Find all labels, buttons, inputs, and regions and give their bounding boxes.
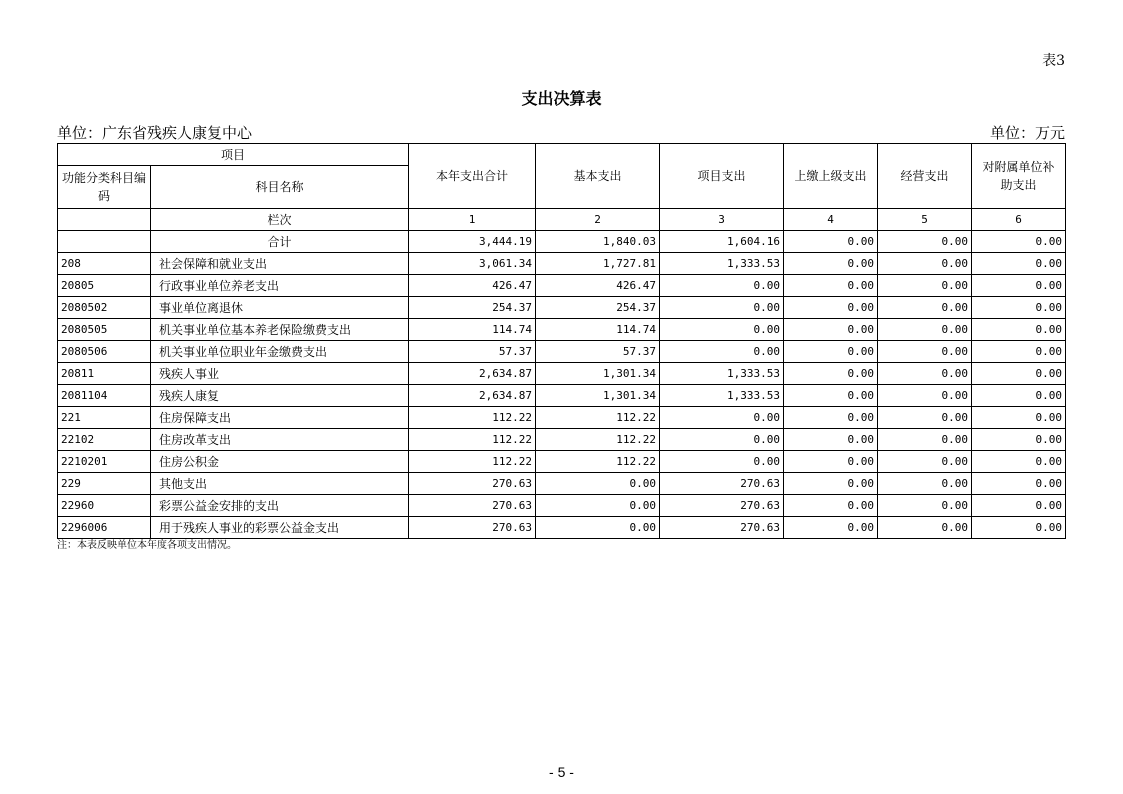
row-value: 0.00 bbox=[972, 253, 1066, 275]
total-value: 1,840.03 bbox=[536, 231, 660, 253]
row-value: 0.00 bbox=[784, 297, 878, 319]
row-name: 彩票公益金安排的支出 bbox=[151, 495, 409, 517]
row-code: 2081104 bbox=[58, 385, 151, 407]
row-value: 2,634.87 bbox=[409, 363, 536, 385]
row-value: 0.00 bbox=[660, 407, 784, 429]
row-value: 112.22 bbox=[409, 407, 536, 429]
row-value: 114.74 bbox=[536, 319, 660, 341]
table-row bbox=[58, 495, 1066, 517]
total-value: 3,444.19 bbox=[409, 231, 536, 253]
currency-unit: 单位：万元 bbox=[989, 124, 1065, 142]
column-index-row bbox=[58, 209, 1066, 231]
column-index-3: 3 bbox=[660, 209, 784, 231]
row-value: 1,333.53 bbox=[660, 253, 784, 275]
total-value: 0.00 bbox=[784, 231, 878, 253]
row-value: 426.47 bbox=[409, 275, 536, 297]
row-value: 270.63 bbox=[660, 473, 784, 495]
row-value: 0.00 bbox=[878, 385, 972, 407]
row-value: 0.00 bbox=[536, 517, 660, 539]
row-name: 残疾人事业 bbox=[151, 363, 409, 385]
row-value: 1,333.53 bbox=[660, 363, 784, 385]
row-value: 0.00 bbox=[784, 451, 878, 473]
row-value: 112.22 bbox=[536, 407, 660, 429]
row-value: 0.00 bbox=[878, 297, 972, 319]
row-value: 0.00 bbox=[784, 319, 878, 341]
row-value: 0.00 bbox=[972, 275, 1066, 297]
row-value: 0.00 bbox=[972, 319, 1066, 341]
row-value: 0.00 bbox=[784, 253, 878, 275]
column-index-2: 2 bbox=[536, 209, 660, 231]
row-value: 1,301.34 bbox=[536, 385, 660, 407]
row-value: 57.37 bbox=[536, 341, 660, 363]
row-value: 2,634.87 bbox=[409, 385, 536, 407]
row-value: 3,061.34 bbox=[409, 253, 536, 275]
total-blank bbox=[58, 231, 151, 253]
row-name: 机关事业单位职业年金缴费支出 bbox=[151, 341, 409, 363]
column-index-1: 1 bbox=[409, 209, 536, 231]
row-value: 0.00 bbox=[972, 473, 1066, 495]
table-number: 表3 bbox=[1042, 53, 1065, 69]
row-value: 0.00 bbox=[660, 341, 784, 363]
header-code: 功能分类科目编码 bbox=[58, 166, 151, 209]
row-value: 254.37 bbox=[409, 297, 536, 319]
row-code: 20811 bbox=[58, 363, 151, 385]
row-value: 57.37 bbox=[409, 341, 536, 363]
header-subsidy: 对附属单位补助支出 bbox=[972, 144, 1066, 209]
row-value: 0.00 bbox=[784, 473, 878, 495]
row-value: 0.00 bbox=[972, 385, 1066, 407]
row-value: 0.00 bbox=[878, 517, 972, 539]
header-upper: 上缴上级支出 bbox=[784, 144, 878, 209]
header-project-expenditure: 项目支出 bbox=[660, 144, 784, 209]
row-value: 270.63 bbox=[409, 517, 536, 539]
row-value: 0.00 bbox=[784, 495, 878, 517]
row-value: 270.63 bbox=[409, 473, 536, 495]
row-code: 2080506 bbox=[58, 341, 151, 363]
row-value: 0.00 bbox=[878, 473, 972, 495]
row-value: 0.00 bbox=[972, 495, 1066, 517]
row-value: 0.00 bbox=[536, 473, 660, 495]
row-value: 0.00 bbox=[972, 451, 1066, 473]
row-value: 0.00 bbox=[784, 363, 878, 385]
row-code: 2080505 bbox=[58, 319, 151, 341]
row-value: 0.00 bbox=[972, 429, 1066, 451]
table-row bbox=[58, 341, 1066, 363]
total-row bbox=[58, 231, 1066, 253]
row-value: 112.22 bbox=[536, 429, 660, 451]
header-business: 经营支出 bbox=[878, 144, 972, 209]
row-name: 用于残疾人事业的彩票公益金支出 bbox=[151, 517, 409, 539]
row-value: 112.22 bbox=[409, 451, 536, 473]
row-code: 2080502 bbox=[58, 297, 151, 319]
row-value: 0.00 bbox=[972, 517, 1066, 539]
table-row bbox=[58, 253, 1066, 275]
expenditure-table bbox=[57, 143, 1066, 539]
total-value: 0.00 bbox=[878, 231, 972, 253]
column-index-4: 4 bbox=[784, 209, 878, 231]
row-name: 其他支出 bbox=[151, 473, 409, 495]
row-value: 270.63 bbox=[409, 495, 536, 517]
row-value: 0.00 bbox=[784, 429, 878, 451]
row-code: 2296006 bbox=[58, 517, 151, 539]
table-row bbox=[58, 363, 1066, 385]
table-note: 注：本表反映单位本年度各项支出情况。 bbox=[57, 540, 237, 551]
row-value: 114.74 bbox=[409, 319, 536, 341]
row-code: 2210201 bbox=[58, 451, 151, 473]
page-title: 支出决算表 bbox=[521, 89, 602, 108]
table-row bbox=[58, 319, 1066, 341]
table-row bbox=[58, 407, 1066, 429]
table-row bbox=[58, 429, 1066, 451]
column-index-5: 5 bbox=[878, 209, 972, 231]
row-value: 0.00 bbox=[784, 275, 878, 297]
row-value: 1,301.34 bbox=[536, 363, 660, 385]
row-name: 社会保障和就业支出 bbox=[151, 253, 409, 275]
row-value: 0.00 bbox=[972, 341, 1066, 363]
table-row bbox=[58, 297, 1066, 319]
row-value: 0.00 bbox=[878, 319, 972, 341]
row-value: 0.00 bbox=[660, 275, 784, 297]
row-value: 1,727.81 bbox=[536, 253, 660, 275]
row-value: 0.00 bbox=[878, 363, 972, 385]
table-row bbox=[58, 275, 1066, 297]
column-index-label: 栏次 bbox=[151, 209, 409, 231]
header-name: 科目名称 bbox=[151, 166, 409, 209]
row-name: 住房公积金 bbox=[151, 451, 409, 473]
row-value: 0.00 bbox=[878, 451, 972, 473]
row-value: 112.22 bbox=[536, 451, 660, 473]
row-value: 270.63 bbox=[660, 517, 784, 539]
row-value: 0.00 bbox=[878, 341, 972, 363]
row-value: 1,333.53 bbox=[660, 385, 784, 407]
row-code: 22960 bbox=[58, 495, 151, 517]
total-value: 0.00 bbox=[972, 231, 1066, 253]
total-value: 1,604.16 bbox=[660, 231, 784, 253]
row-code: 22102 bbox=[58, 429, 151, 451]
column-index-6: 6 bbox=[972, 209, 1066, 231]
row-name: 住房保障支出 bbox=[151, 407, 409, 429]
row-value: 0.00 bbox=[878, 253, 972, 275]
row-name: 机关事业单位基本养老保险缴费支出 bbox=[151, 319, 409, 341]
row-name: 住房改革支出 bbox=[151, 429, 409, 451]
row-value: 254.37 bbox=[536, 297, 660, 319]
table-row bbox=[58, 473, 1066, 495]
row-value: 0.00 bbox=[784, 517, 878, 539]
total-label: 合计 bbox=[151, 231, 409, 253]
row-value: 0.00 bbox=[536, 495, 660, 517]
row-name: 行政事业单位养老支出 bbox=[151, 275, 409, 297]
page-number: - 5 - bbox=[549, 764, 574, 780]
row-value: 0.00 bbox=[660, 297, 784, 319]
row-value: 0.00 bbox=[878, 407, 972, 429]
header-project: 项目 bbox=[58, 144, 409, 166]
row-value: 0.00 bbox=[660, 429, 784, 451]
row-value: 0.00 bbox=[784, 407, 878, 429]
column-index-blank bbox=[58, 209, 151, 231]
row-value: 0.00 bbox=[660, 319, 784, 341]
row-name: 事业单位离退休 bbox=[151, 297, 409, 319]
row-value: 0.00 bbox=[972, 297, 1066, 319]
row-value: 426.47 bbox=[536, 275, 660, 297]
row-value: 0.00 bbox=[784, 341, 878, 363]
row-value: 0.00 bbox=[878, 495, 972, 517]
row-value: 0.00 bbox=[972, 363, 1066, 385]
row-value: 0.00 bbox=[660, 451, 784, 473]
row-value: 0.00 bbox=[972, 407, 1066, 429]
table-row bbox=[58, 385, 1066, 407]
row-value: 0.00 bbox=[878, 275, 972, 297]
row-code: 229 bbox=[58, 473, 151, 495]
row-value: 112.22 bbox=[409, 429, 536, 451]
row-code: 208 bbox=[58, 253, 151, 275]
header-row-1 bbox=[58, 144, 1066, 166]
row-value: 270.63 bbox=[660, 495, 784, 517]
row-value: 0.00 bbox=[784, 385, 878, 407]
row-value: 0.00 bbox=[878, 429, 972, 451]
row-name: 残疾人康复 bbox=[151, 385, 409, 407]
row-code: 221 bbox=[58, 407, 151, 429]
header-basic: 基本支出 bbox=[536, 144, 660, 209]
unit-name: 单位：广东省残疾人康复中心 bbox=[57, 124, 253, 142]
row-code: 20805 bbox=[58, 275, 151, 297]
table-row bbox=[58, 451, 1066, 473]
header-total: 本年支出合计 bbox=[409, 144, 536, 209]
